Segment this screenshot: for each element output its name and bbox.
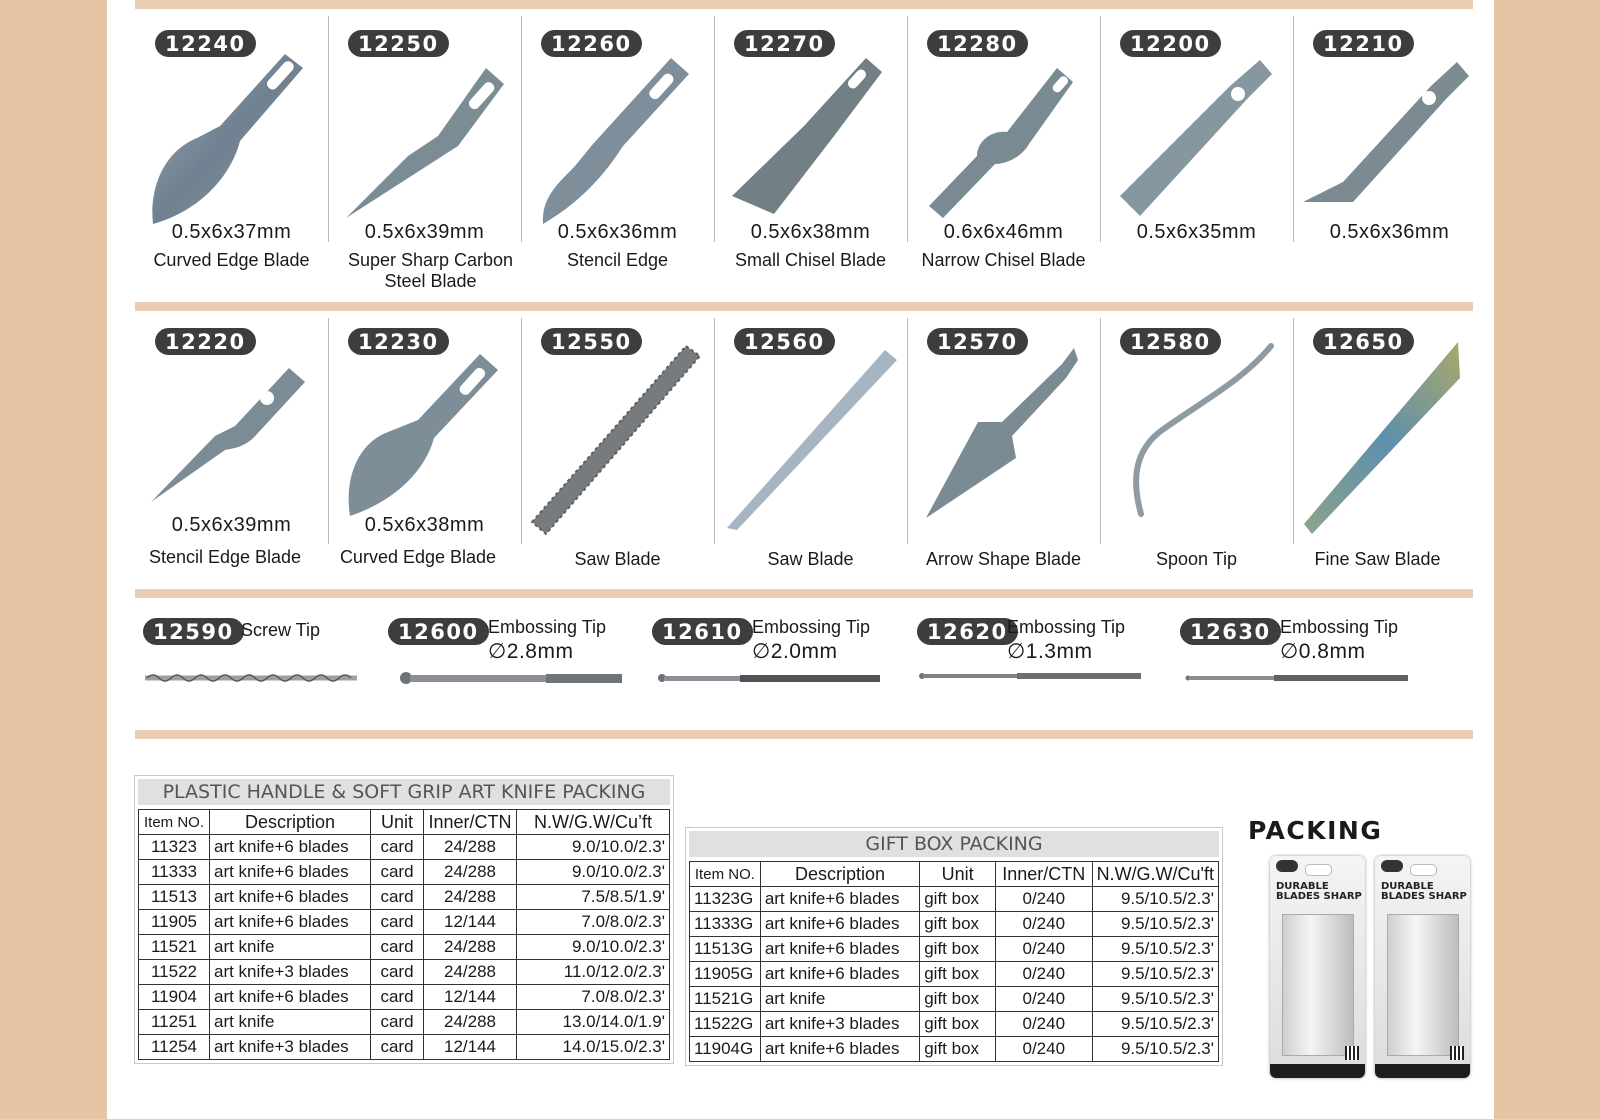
blade-cell <box>521 16 715 242</box>
blade-name: Saw Blade <box>767 549 854 569</box>
table-cell: card <box>371 885 424 910</box>
brand-logo-icon <box>1276 860 1298 872</box>
column-header: N.W/G.W/Cu’ft <box>517 810 670 835</box>
column-header: Description <box>760 862 919 887</box>
blade-name: Spoon Tip <box>1155 549 1238 569</box>
table-cell: art knife+6 blades <box>760 912 919 937</box>
table-cell: gift box <box>920 912 996 937</box>
table-cell: art knife+6 blades <box>210 910 371 935</box>
blade-cell <box>135 318 329 544</box>
table-cell: 0/240 <box>996 987 1093 1012</box>
table-cell: 11521 <box>139 935 210 960</box>
blade-dimensions: 0.5x6x38mm <box>750 221 871 243</box>
table-cell: art knife+3 blades <box>760 1012 919 1037</box>
table-cell: card <box>371 910 424 935</box>
curved-blade-icon <box>145 46 315 236</box>
pack-label: DURABLE <box>1381 881 1434 892</box>
blade-name: Super Sharp Carbon Steel Blade <box>347 250 514 291</box>
table-row <box>690 1012 1219 1037</box>
table-cell: gift box <box>920 1012 996 1037</box>
blade-cell <box>1293 16 1486 242</box>
column-header: Item NO. <box>690 862 761 887</box>
table-row <box>139 835 670 860</box>
narrow-chisel-blade-icon <box>917 46 1087 236</box>
table-cell: 24/288 <box>424 885 517 910</box>
table-cell: 0/240 <box>996 912 1093 937</box>
table-cell: art knife+3 blades <box>210 1035 371 1060</box>
table-row <box>690 962 1219 987</box>
table-cell: art knife+6 blades <box>760 887 919 912</box>
column-header: Unit <box>371 810 424 835</box>
table-cell: 9.5/10.5/2.3' <box>1092 962 1218 987</box>
fine-saw-blade-icon <box>1298 338 1478 538</box>
blade-name: Stencil Edge Blade <box>148 547 302 567</box>
table-cell: 11254 <box>139 1035 210 1060</box>
embossing-tip-icon <box>1184 670 1414 686</box>
tip-name: Embossing Tip <box>488 617 607 637</box>
table-cell: 11333G <box>690 912 761 937</box>
column-header: Unit <box>920 862 996 887</box>
pack-label: BLADES SHARP <box>1381 891 1467 902</box>
table-cell: 12/144 <box>424 910 517 935</box>
angled-blade-icon <box>1303 46 1473 236</box>
blade-dimensions: 0.5x6x37mm <box>171 221 292 243</box>
saw-blade-icon <box>526 338 706 538</box>
blade-cell <box>328 318 522 544</box>
blade-dimensions: 0.5x6x36mm <box>557 221 678 243</box>
table-cell: 7.5/8.5/1.9' <box>517 885 670 910</box>
table-cell: 24/288 <box>424 835 517 860</box>
table-cell: 9.5/10.5/2.3' <box>1092 937 1218 962</box>
table-cell: art knife+3 blades <box>210 960 371 985</box>
blade-cell <box>521 318 715 544</box>
table-cell: 9.5/10.5/2.3' <box>1092 912 1218 937</box>
table-row <box>690 1037 1219 1062</box>
item-code-badge: 12270 <box>734 30 835 57</box>
tip-diameter: ∅2.0mm <box>752 640 838 663</box>
table-title: GIFT BOX PACKING <box>689 831 1219 857</box>
table-cell: art knife+6 blades <box>210 985 371 1010</box>
tip-diameter: ∅2.8mm <box>488 640 574 663</box>
table-cell: 0/240 <box>996 962 1093 987</box>
table-cell: 12/144 <box>424 985 517 1010</box>
table-cell: card <box>371 1035 424 1060</box>
tip-name: Embossing Tip <box>1007 617 1126 637</box>
item-code-badge: 12220 <box>155 328 256 355</box>
table-row <box>139 935 670 960</box>
item-code-badge: 12650 <box>1313 328 1414 355</box>
blade-cell <box>714 318 908 544</box>
table-title: PLASTIC HANDLE & SOFT GRIP ART KNIFE PACKING <box>138 779 670 805</box>
table-row <box>139 960 670 985</box>
table-cell: art knife+6 blades <box>760 962 919 987</box>
table-cell: 11323G <box>690 887 761 912</box>
divider-band <box>135 589 1473 598</box>
packing-title: PACKING <box>1248 816 1383 845</box>
embossing-tip-icon <box>396 668 626 688</box>
table-cell: 12/144 <box>424 1035 517 1060</box>
arrow-blade-icon <box>912 338 1092 538</box>
blade-cell <box>714 16 908 242</box>
item-code-badge: 12240 <box>155 30 256 57</box>
blade-cell <box>1293 318 1486 544</box>
tip-diameter: ∅0.8mm <box>1280 640 1366 663</box>
plastic-packing-table <box>134 775 674 1064</box>
blade-name: Stencil Edge <box>566 250 669 270</box>
table-cell: 11513G <box>690 937 761 962</box>
table-cell: gift box <box>920 962 996 987</box>
item-code-badge: 12210 <box>1313 30 1414 57</box>
table-cell: 7.0/8.0/2.3' <box>517 985 670 1010</box>
blade-name: Curved Edge Blade <box>153 250 310 270</box>
divider-band <box>135 0 1473 9</box>
table-cell: card <box>371 1010 424 1035</box>
blister-window <box>1387 914 1459 1056</box>
table-row <box>690 912 1219 937</box>
blade-name: Curved Edge Blade <box>339 547 497 567</box>
table-cell: 24/288 <box>424 1010 517 1035</box>
table-row <box>139 1010 670 1035</box>
table-cell: gift box <box>920 1037 996 1062</box>
table-row <box>139 985 670 1010</box>
table-cell: 24/288 <box>424 960 517 985</box>
chisel-blade-icon <box>724 46 894 236</box>
curved-blade-icon <box>338 348 508 538</box>
blister-window <box>1282 914 1354 1056</box>
table-cell: art knife <box>210 1010 371 1035</box>
table-cell: card <box>371 960 424 985</box>
table-cell: art knife+6 blades <box>760 937 919 962</box>
table-row <box>139 910 670 935</box>
divider-band <box>135 302 1473 311</box>
table-cell: 11333 <box>139 860 210 885</box>
table-row <box>690 887 1219 912</box>
table-cell: 9.5/10.5/2.3' <box>1092 1012 1218 1037</box>
table-cell: 11522G <box>690 1012 761 1037</box>
item-code-badge: 12550 <box>541 328 642 355</box>
table-cell: art knife <box>210 935 371 960</box>
table-cell: 11521G <box>690 987 761 1012</box>
blade-cell <box>1100 318 1294 544</box>
table-cell: art knife+6 blades <box>210 860 371 885</box>
column-header: Description <box>210 810 371 835</box>
blade-cell <box>907 318 1101 544</box>
table-cell: 11323 <box>139 835 210 860</box>
qr-code-icon <box>1345 1046 1359 1060</box>
table-cell: 9.5/10.5/2.3' <box>1092 987 1218 1012</box>
column-header: Item NO. <box>139 810 210 835</box>
catalog-page <box>107 0 1494 1119</box>
blade-cell <box>328 16 522 242</box>
table-cell: card <box>371 985 424 1010</box>
table-header-row <box>690 862 1219 887</box>
table-cell: gift box <box>920 937 996 962</box>
table-cell: card <box>371 835 424 860</box>
table-row <box>139 885 670 910</box>
item-code-badge: 12600 <box>388 618 489 645</box>
table-cell: gift box <box>920 987 996 1012</box>
table-cell: 9.0/10.0/2.3' <box>517 835 670 860</box>
item-code-badge: 12630 <box>1180 618 1281 645</box>
hang-hole <box>1305 864 1332 876</box>
straight-chisel-blade-icon <box>1110 46 1280 236</box>
table-row <box>690 987 1219 1012</box>
table-cell: 24/288 <box>424 935 517 960</box>
table-cell: 9.5/10.5/2.3' <box>1092 887 1218 912</box>
table-cell: 7.0/8.0/2.3' <box>517 910 670 935</box>
qr-code-icon <box>1450 1046 1464 1060</box>
pointed-blade-icon <box>338 46 508 236</box>
screw-tip-icon <box>143 670 363 686</box>
blade-dimensions: 0.6x6x46mm <box>943 221 1064 243</box>
table-cell: 11251 <box>139 1010 210 1035</box>
table-cell: 11905G <box>690 962 761 987</box>
item-code-badge: 12250 <box>348 30 449 57</box>
packing-table <box>138 809 670 1060</box>
hang-hole <box>1410 864 1437 876</box>
table-cell: art knife+6 blades <box>210 835 371 860</box>
table-cell: art knife <box>760 987 919 1012</box>
column-header: Inner/CTN <box>424 810 517 835</box>
table-row <box>139 1035 670 1060</box>
table-cell: 11513 <box>139 885 210 910</box>
gift-box-packing-table <box>685 827 1223 1066</box>
divider-band <box>135 730 1473 739</box>
tip-diameter: ∅1.3mm <box>1007 640 1093 663</box>
table-cell: 11522 <box>139 960 210 985</box>
item-code-badge: 12580 <box>1120 328 1221 355</box>
pack-label: DURABLE <box>1276 881 1329 892</box>
item-code-badge: 12200 <box>1120 30 1221 57</box>
blade-cell <box>1100 16 1294 242</box>
table-cell: art knife+6 blades <box>210 885 371 910</box>
table-cell: 13.0/14.0/1.9' <box>517 1010 670 1035</box>
blade-name: Fine Saw Blade <box>1314 549 1441 569</box>
blade-cell <box>907 16 1101 242</box>
column-header: Inner/CTN <box>996 862 1093 887</box>
tip-name: Screw Tip <box>241 620 321 640</box>
item-code-badge: 12620 <box>917 618 1018 645</box>
table-cell: 11904G <box>690 1037 761 1062</box>
blade-dimensions: 0.5x6x38mm <box>364 514 485 536</box>
stencil-edge-blade-icon <box>145 348 315 538</box>
table-cell: 9.5/10.5/2.3' <box>1092 1037 1218 1062</box>
blade-dimensions: 0.5x6x35mm <box>1136 221 1257 243</box>
table-cell: 0/240 <box>996 937 1093 962</box>
packing-table <box>689 861 1219 1062</box>
blade-name: Small Chisel Blade <box>734 250 887 270</box>
blade-name: Arrow Shape Blade <box>925 549 1082 569</box>
blade-dimensions: 0.5x6x39mm <box>171 514 292 536</box>
table-cell: 9.0/10.0/2.3' <box>517 935 670 960</box>
table-cell: 11.0/12.0/2.3' <box>517 960 670 985</box>
blade-dimensions: 0.5x6x39mm <box>364 221 485 243</box>
table-row <box>690 937 1219 962</box>
blister-pack-image <box>1375 856 1470 1078</box>
table-cell: art knife+6 blades <box>760 1037 919 1062</box>
blade-name: Saw Blade <box>574 549 661 569</box>
tip-name: Embossing Tip <box>1280 617 1399 637</box>
blade-cell <box>135 16 329 242</box>
table-cell: 9.0/10.0/2.3' <box>517 860 670 885</box>
table-cell: 0/240 <box>996 1012 1093 1037</box>
embossing-tip-icon <box>917 668 1147 684</box>
table-cell: 0/240 <box>996 1037 1093 1062</box>
table-row <box>139 860 670 885</box>
spoon-tip-icon <box>1105 338 1285 538</box>
embossing-tip-icon <box>656 670 886 686</box>
table-cell: 24/288 <box>424 860 517 885</box>
item-code-badge: 12610 <box>652 618 753 645</box>
thin-saw-blade-icon <box>719 338 899 538</box>
table-cell: card <box>371 860 424 885</box>
blister-pack-image <box>1270 856 1365 1078</box>
item-code-badge: 12590 <box>143 618 244 645</box>
table-header-row <box>139 810 670 835</box>
table-cell: card <box>371 935 424 960</box>
item-code-badge: 12560 <box>734 328 835 355</box>
table-cell: 11904 <box>139 985 210 1010</box>
pack-label: BLADES SHARP <box>1276 891 1362 902</box>
item-code-badge: 12570 <box>927 328 1028 355</box>
column-header: N.W/G.W/Cu'ft <box>1092 862 1218 887</box>
table-cell: 0/240 <box>996 887 1093 912</box>
table-cell: gift box <box>920 887 996 912</box>
stencil-blade-icon <box>531 46 701 236</box>
brand-logo-icon <box>1381 860 1403 872</box>
item-code-badge: 12230 <box>348 328 449 355</box>
table-cell: 14.0/15.0/2.3' <box>517 1035 670 1060</box>
blade-dimensions: 0.5x6x36mm <box>1329 221 1450 243</box>
item-code-badge: 12280 <box>927 30 1028 57</box>
tip-name: Embossing Tip <box>752 617 871 637</box>
blade-name: Narrow Chisel Blade <box>921 250 1086 270</box>
table-cell: 11905 <box>139 910 210 935</box>
item-code-badge: 12260 <box>541 30 642 57</box>
